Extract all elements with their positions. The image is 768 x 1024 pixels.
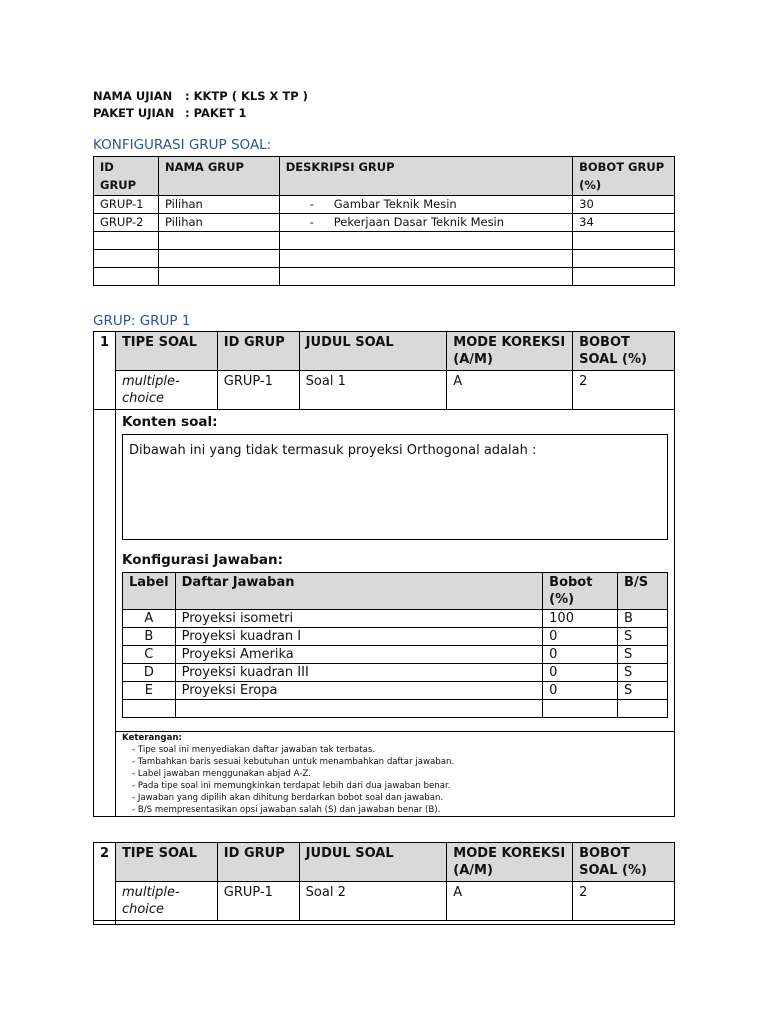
col-bs: B/S: [618, 573, 668, 610]
col-id-grup: ID GRUP: [94, 157, 159, 196]
question-2-table: [93, 842, 675, 921]
cell-bobot: 34: [573, 214, 675, 232]
table-row: [123, 610, 668, 628]
konfigurasi-title: KONFIGURASI GRUP SOAL:: [93, 137, 272, 153]
cell-mode: A: [447, 371, 573, 410]
col-id-grup: ID GRUP: [217, 332, 299, 371]
cell-deskripsi: [279, 214, 572, 232]
cell-id: GRUP-1: [94, 196, 159, 214]
question-number: 2: [94, 843, 116, 921]
col-id-grup: ID GRUP: [217, 843, 299, 882]
cell-label: D: [123, 664, 176, 682]
paket-ujian-line: [93, 106, 247, 120]
paket-ujian-value: : PAKET 1: [185, 106, 247, 120]
cell-label: A: [123, 610, 176, 628]
keterangan-item: - Tipe soal ini menyediakan daftar jawaban tak terbatas.: [132, 745, 376, 755]
jawaban-title: Konfigurasi Jawaban:: [122, 552, 284, 568]
keterangan-block: [122, 732, 662, 816]
cell-deskripsi: [279, 196, 572, 214]
cell-jawaban: Proyeksi kuadran I: [175, 628, 543, 646]
cell-bobot: 0: [543, 628, 618, 646]
cell-bobot: 0: [543, 664, 618, 682]
cell-label: E: [123, 682, 176, 700]
col-bobot-soal: BOBOT SOAL (%): [573, 843, 675, 882]
cell-id-grup: GRUP-1: [217, 371, 299, 410]
keterangan-item: - Pada tipe soal ini memungkinkan terdapat lebih dari dua jawaban benar.: [132, 781, 451, 791]
konten-text: Dibawah ini yang tidak termasuk proyeksi Orthogonal adalah :: [129, 443, 537, 458]
col-tipe-soal: TIPE SOAL: [115, 332, 217, 371]
grup-title: GRUP: GRUP 1: [93, 313, 191, 329]
deskripsi-text: Pekerjaan Dasar Teknik Mesin: [333, 215, 505, 229]
col-mode-koreksi: MODE KOREKSI (A/M): [447, 843, 573, 882]
empty-row: [94, 232, 675, 250]
col-daftar-jawaban: Daftar Jawaban: [175, 573, 543, 610]
cell-mode: A: [447, 882, 573, 921]
cell-label: C: [123, 646, 176, 664]
paket-ujian-label: PAKET UJIAN: [93, 106, 175, 120]
nama-ujian-value: : KKTP ( KLS X TP ): [185, 89, 308, 103]
cell-bobot: 30: [573, 196, 675, 214]
col-tipe-soal: TIPE SOAL: [115, 843, 217, 882]
col-nama-grup: NAMA GRUP: [158, 157, 279, 196]
number-column-divider: [115, 404, 116, 817]
cell-bobot: 2: [573, 882, 675, 921]
cell-bobot: 100: [543, 610, 618, 628]
nama-ujian-label: NAMA UJIAN: [93, 89, 173, 103]
cell-bs: S: [618, 646, 668, 664]
cell-jawaban: Proyeksi kuadran III: [175, 664, 543, 682]
cell-jawaban: Proyeksi Eropa: [175, 682, 543, 700]
cell-bs: S: [618, 628, 668, 646]
konfigurasi-table: [93, 156, 675, 286]
bullet-dash: -: [309, 197, 314, 211]
col-judul-soal: JUDUL SOAL: [299, 843, 447, 882]
cell-tipe: multiple-choice: [115, 371, 217, 410]
cell-id: GRUP-2: [94, 214, 159, 232]
cell-bobot: 0: [543, 682, 618, 700]
cell-jawaban: Proyeksi Amerika: [175, 646, 543, 664]
col-mode-koreksi: MODE KOREKSI (A/M): [447, 332, 573, 371]
cell-judul: Soal 2: [299, 882, 447, 921]
empty-row: [123, 700, 668, 718]
col-deskripsi-grup: DESKRIPSI GRUP: [279, 157, 572, 196]
question-1-table: [93, 331, 675, 410]
col-label: Label: [123, 573, 176, 610]
table-row: [123, 628, 668, 646]
nama-ujian-line: [93, 89, 308, 103]
cell-id-grup: GRUP-1: [217, 882, 299, 921]
empty-row: [94, 250, 675, 268]
cell-jawaban: Proyeksi isometri: [175, 610, 543, 628]
col-bobot-soal: BOBOT SOAL (%): [573, 332, 675, 371]
jawaban-table: [122, 572, 668, 718]
table-row: [94, 214, 675, 232]
keterangan-item: - Label jawaban menggunakan abjad A-Z.: [132, 769, 312, 779]
table-row: [94, 196, 675, 214]
table-row: [123, 664, 668, 682]
question-number: 1: [94, 332, 116, 410]
keterangan-item: - B/S mempresentasikan opsi jawaban salah (S) dan jawaban benar (B).: [132, 805, 441, 815]
cell-bobot: 2: [573, 371, 675, 410]
cell-bs: S: [618, 682, 668, 700]
cell-label: B: [123, 628, 176, 646]
table-row: [123, 646, 668, 664]
col-bobot-grup: BOBOT GRUP (%): [573, 157, 675, 196]
cell-nama: Pilihan: [158, 214, 279, 232]
deskripsi-text: Gambar Teknik Mesin: [333, 197, 457, 211]
konten-box: [122, 434, 668, 540]
cell-tipe: multiple-choice: [115, 882, 217, 921]
keterangan-item: - Jawaban yang dipilih akan dihitung berdarkan bobot soal dan jawaban.: [132, 793, 444, 803]
cell-bs: B: [618, 610, 668, 628]
empty-row: [94, 268, 675, 286]
keterangan-title: Keterangan:: [122, 733, 182, 743]
col-judul-soal: JUDUL SOAL: [299, 332, 447, 371]
cell-judul: Soal 1: [299, 371, 447, 410]
col-bobot: Bobot (%): [543, 573, 618, 610]
cell-bs: S: [618, 664, 668, 682]
bullet-dash: -: [309, 215, 314, 229]
cell-bobot: 0: [543, 646, 618, 664]
number-column-divider: [115, 915, 116, 925]
table-row: [123, 682, 668, 700]
konten-title: Konten soal:: [122, 414, 218, 430]
keterangan-item: - Tambahkan baris sesuai kebutuhan untuk menambahkan daftar jawaban.: [132, 757, 455, 767]
cell-nama: Pilihan: [158, 196, 279, 214]
